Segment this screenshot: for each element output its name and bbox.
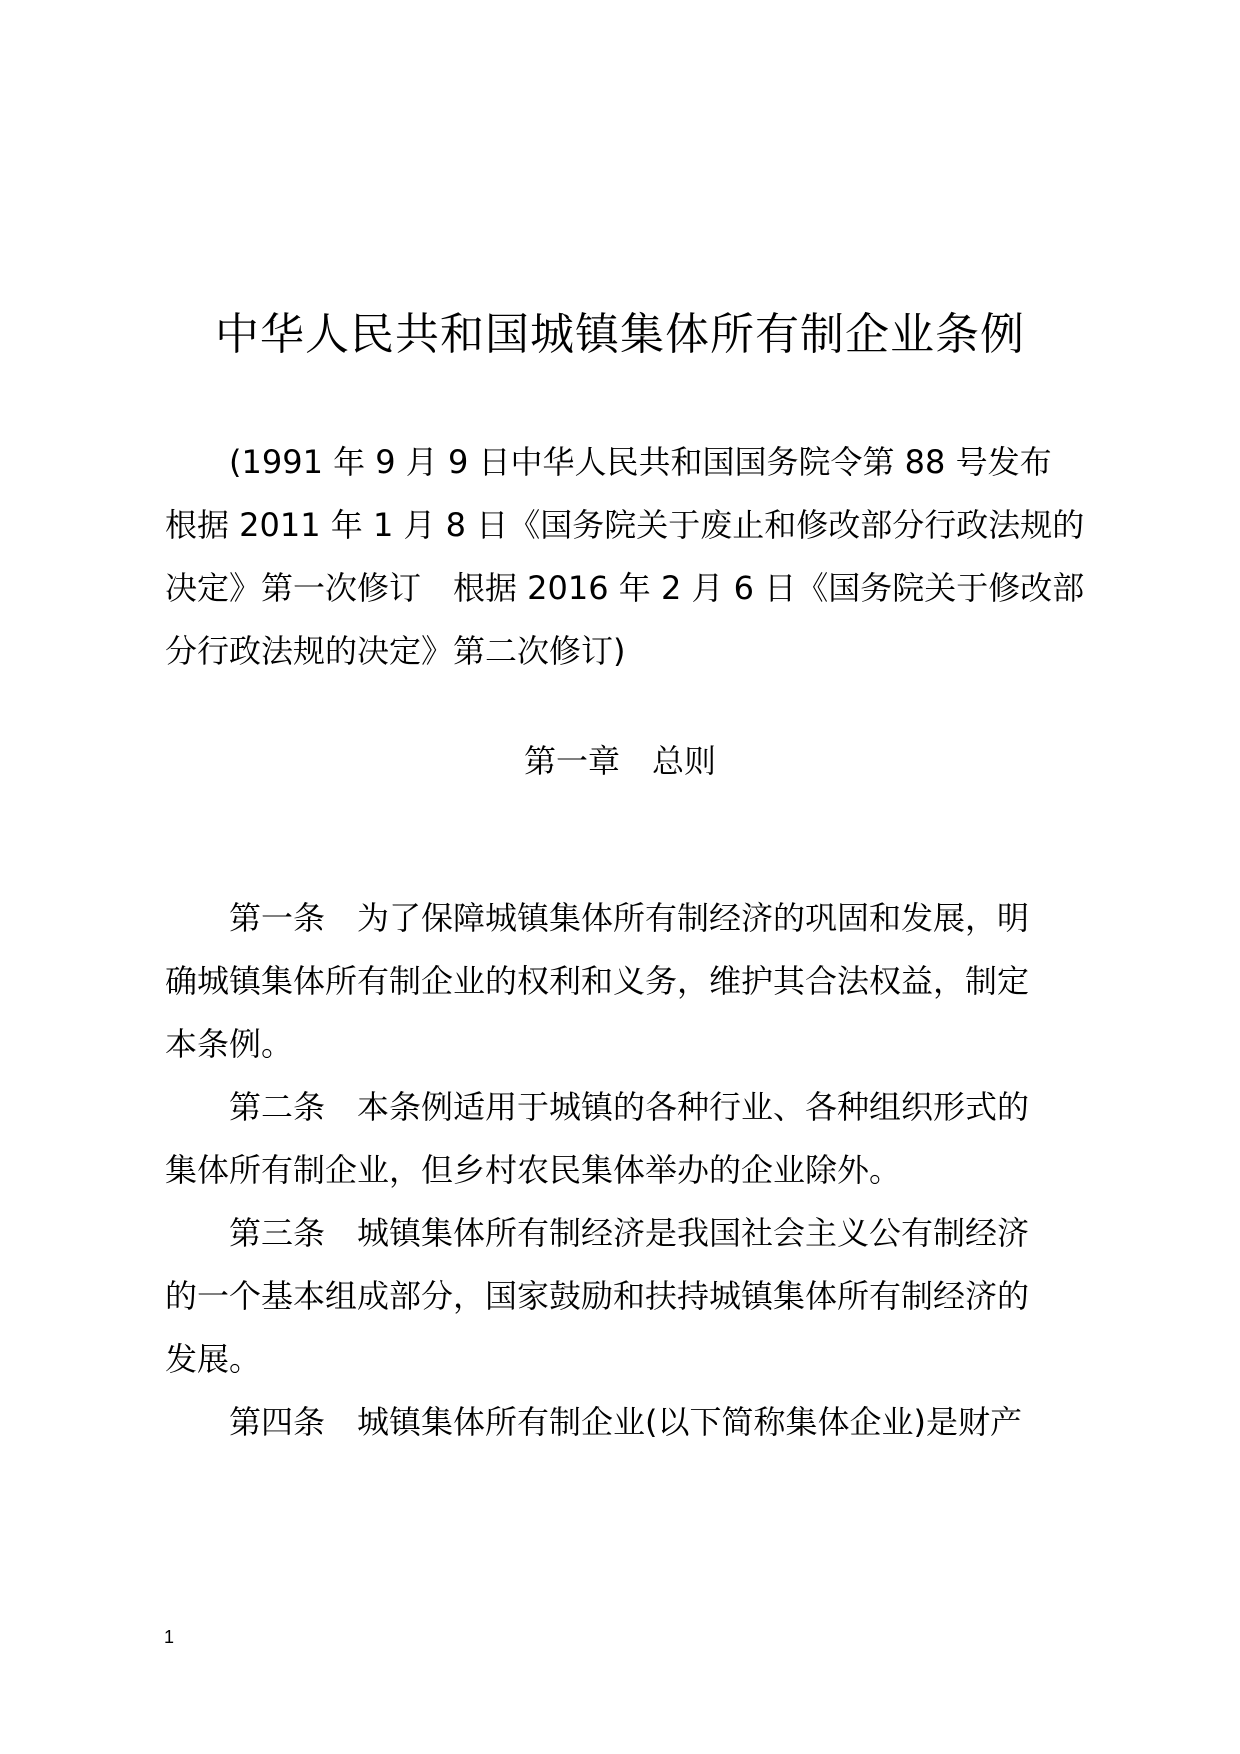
preamble-line: 决定》第一次修订 根据 2016 年 2 月 6 日《国务院关于修改部 xyxy=(165,569,1085,607)
preamble-line: 根据 2011 年 1 月 8 日《国务院关于废止和修改部分行政法规的 xyxy=(165,506,1085,544)
article-3-line: 的一个基本组成部分，国家鼓励和扶持城镇集体所有制经济的 xyxy=(165,1277,1030,1315)
article-2-line: 第二条 本条例适用于城镇的各种行业、各种组织形式的 xyxy=(229,1088,1030,1126)
article-1-line: 本条例。 xyxy=(165,1025,294,1063)
article-2-line: 集体所有制企业，但乡村农民集体举办的企业除外。 xyxy=(165,1151,902,1189)
article-1-line: 第一条 为了保障城镇集体所有制经济的巩固和发展，明 xyxy=(229,899,1030,937)
preamble-line: (1991 年 9 月 9 日中华人民共和国国务院令第 88 号发布 xyxy=(229,443,1052,481)
articles-section xyxy=(165,887,1085,1454)
article-4-line: 第四条 城镇集体所有制企业(以下简称集体企业)是财产 xyxy=(229,1403,1022,1441)
page-number: 1 xyxy=(164,1627,175,1647)
article-3-line: 发展。 xyxy=(165,1340,262,1378)
document-title: 中华人民共和国城镇集体所有制企业条例 xyxy=(215,309,1025,360)
chapter-heading: 第一章 总则 xyxy=(523,742,716,780)
article-3-line: 第三条 城镇集体所有制经济是我国社会主义公有制经济 xyxy=(229,1214,1030,1252)
article-1-line: 确城镇集体所有制企业的权利和义务，维护其合法权益，制定 xyxy=(165,962,1030,1000)
preamble-line: 分行政法规的决定》第二次修订) xyxy=(165,632,626,670)
preamble xyxy=(165,431,1085,683)
